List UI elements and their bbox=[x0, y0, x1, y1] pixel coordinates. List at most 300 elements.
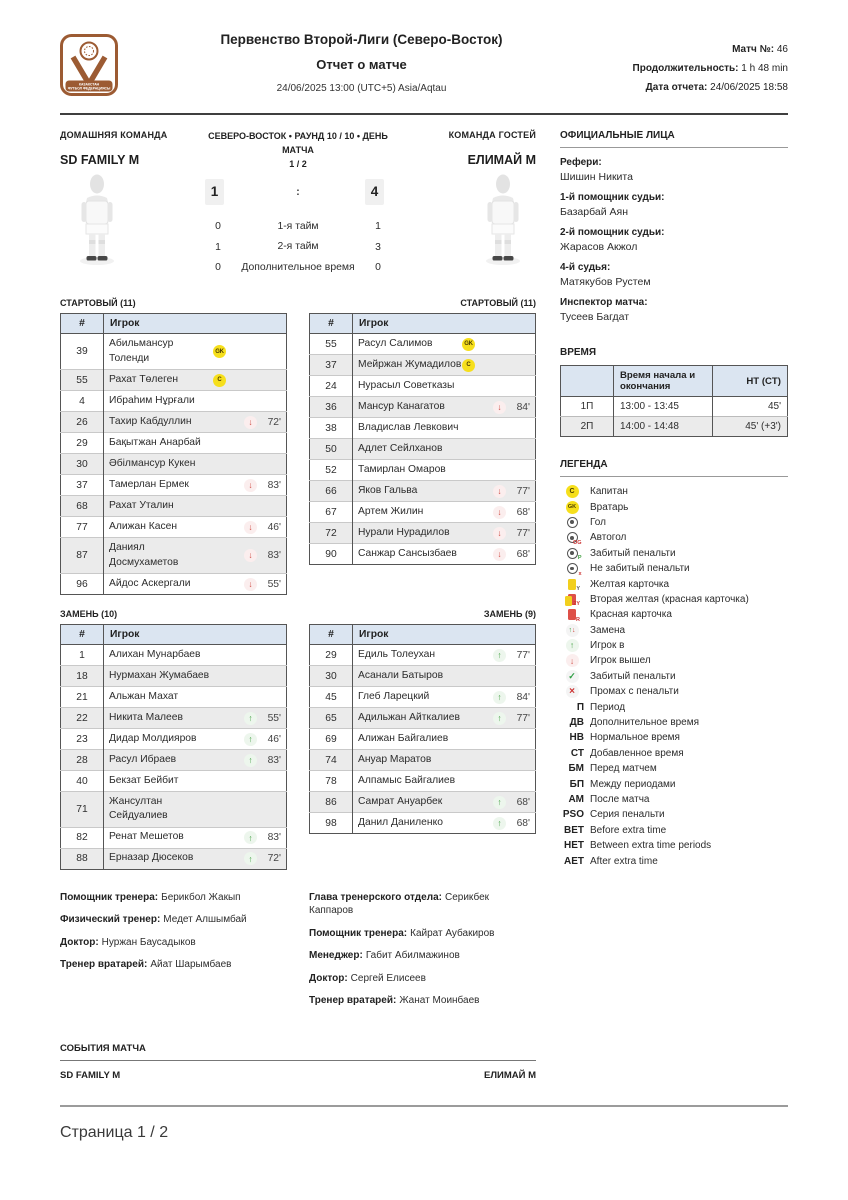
round-info: СЕВЕРО-ВОСТОК • РАУНД 10 / 10 • ДЕНЬ МАТЧА 1 / 2 bbox=[208, 131, 388, 169]
time-ht: 45' bbox=[767, 401, 781, 412]
staff-line bbox=[60, 958, 287, 972]
player-row bbox=[310, 460, 536, 481]
staff-role: Глава тренерского отдела: bbox=[309, 891, 442, 903]
player-number: 69 bbox=[310, 729, 353, 750]
legend-label: Перед матчем bbox=[590, 763, 657, 775]
home-team-label: ДОМАШНЯЯ КОМАНДА bbox=[60, 130, 168, 140]
player-number: 26 bbox=[61, 412, 104, 433]
player-name: Ануар Маратов bbox=[358, 753, 432, 765]
official-name: Базарбай Аян bbox=[560, 206, 628, 218]
legend-label: Замена bbox=[590, 624, 626, 636]
legend-item bbox=[560, 638, 788, 653]
player-name: Дидар Молдияров bbox=[109, 732, 197, 744]
legend-code: ДВ bbox=[569, 717, 584, 729]
player-number: 37 bbox=[61, 475, 104, 496]
player-name: Алихан Мунарбаев bbox=[109, 648, 201, 660]
staff-role: Доктор: bbox=[309, 972, 348, 984]
substitution-icon: ↓ bbox=[493, 485, 506, 498]
player-row bbox=[310, 771, 536, 792]
legend-code: HET bbox=[564, 840, 584, 852]
report-title: Отчет о матче bbox=[316, 57, 407, 72]
substitution-minute: 84' bbox=[516, 691, 530, 703]
legend-code: БП bbox=[569, 778, 584, 790]
official-role: 1-й помощник судьи: bbox=[560, 192, 665, 203]
player-row bbox=[310, 708, 536, 729]
player-name: Альжан Махат bbox=[109, 690, 179, 702]
player-number: 22 bbox=[61, 708, 104, 729]
home-bench-table: # Игрок 1 Алихан Мунарбаев 18 Нурмахан Жумабаев 21 Альжан Махат 22 Никита Малеев ↑ 55' 23 Дидар Молдияров ↑ 46' 28 Расул Ибраев ↑ 83' 40 Бекзат Бейбит 71 Жансултан Сейдуалиев 82 Ренат Мешетов ↑ 83' 88 Ерназар Дюсеков ↑ 72' bbox=[60, 624, 287, 870]
player-row bbox=[61, 391, 287, 412]
player-badge: GK bbox=[462, 338, 475, 351]
score-period-row bbox=[191, 220, 405, 234]
away-bench-label: ЗАМЕНЬ (9) bbox=[483, 609, 536, 620]
legend-label: Добавленное время bbox=[590, 747, 684, 759]
legend-item bbox=[560, 669, 788, 684]
score-period-row bbox=[191, 261, 405, 275]
player-row bbox=[61, 370, 287, 391]
officials-list bbox=[560, 157, 788, 323]
legend-label: Дополнительное время bbox=[590, 717, 700, 729]
player-row bbox=[61, 792, 287, 828]
official-name: Матякубов Рустем bbox=[560, 276, 651, 288]
official-role: 2-й помощник судьи: bbox=[560, 227, 665, 238]
time-range: 14:00 - 14:48 bbox=[614, 417, 713, 437]
legend-list bbox=[560, 484, 788, 869]
legend-label: Игрок вышел bbox=[590, 655, 651, 667]
player-number: 90 bbox=[310, 544, 353, 565]
substitution-icon: ↓ bbox=[244, 416, 257, 429]
period-label: 2-я тайм bbox=[277, 241, 319, 253]
substitution-minute: 77' bbox=[516, 485, 530, 497]
staff-role: Тренер вратарей: bbox=[60, 959, 148, 971]
time-period: 2П bbox=[561, 417, 614, 437]
player-number: 66 bbox=[310, 481, 353, 502]
player-name: Алижан Байгалиев bbox=[358, 732, 449, 744]
player-number: 96 bbox=[61, 574, 104, 595]
legend-label: Вратарь bbox=[590, 501, 629, 513]
legend-icon: × bbox=[560, 685, 584, 698]
player-row bbox=[61, 475, 287, 496]
time-row bbox=[561, 417, 788, 437]
player-row bbox=[310, 397, 536, 418]
legend-icon: GK bbox=[560, 501, 584, 514]
substitution-minute: 84' bbox=[516, 401, 530, 413]
substitution-icon: ↑ bbox=[493, 691, 506, 704]
home-starting-table: # Игрок 39 Абильмансур Толенди GK 55 Рахат Төлеген C 4 Ибраһим Нұрғали 26 Тахир Кабдуллин ↓ 72' 29 Бақытжан Анарбай 30 Әбілмансур Кукен 37 Тамерлан Ермек ↓ 83' 68 Рахат Уталин 77 Алижан Касен ↓ 46' 87 Даниял Досмухаметов ↓ 83' 96 Айдос Аскергали ↓ 55' bbox=[60, 313, 287, 595]
official-name: Тусеев Багдат bbox=[560, 311, 630, 323]
official-item bbox=[560, 157, 788, 183]
legend-item bbox=[560, 607, 788, 622]
player-number: 37 bbox=[310, 355, 353, 376]
staff-role: Физический тренер: bbox=[60, 914, 161, 926]
legend-item bbox=[560, 546, 788, 561]
official-role: Рефери: bbox=[560, 157, 602, 168]
official-item bbox=[560, 192, 788, 218]
substitution-icon: ↑ bbox=[244, 831, 257, 844]
legend-label: Нормальное время bbox=[590, 732, 680, 744]
substitution-minute: 77' bbox=[516, 527, 530, 539]
player-row bbox=[310, 502, 536, 523]
federation-logo-icon bbox=[60, 34, 118, 96]
player-name: Ибраһим Нұрғали bbox=[109, 394, 195, 406]
staff-role: Тренер вратарей: bbox=[309, 995, 397, 1007]
player-name: Абильмансур Толенди bbox=[109, 337, 174, 364]
legend-label: Гол bbox=[590, 516, 606, 528]
player-number: 21 bbox=[61, 687, 104, 708]
substitution-icon: ↑ bbox=[244, 733, 257, 746]
player-name: Бақытжан Анарбай bbox=[109, 436, 201, 448]
player-name: Едиль Толеухан bbox=[358, 648, 436, 660]
player-row bbox=[310, 523, 536, 544]
away-score: 4 bbox=[365, 179, 384, 205]
substitution-icon: ↓ bbox=[493, 401, 506, 414]
legend-item bbox=[560, 653, 788, 668]
home-score: 1 bbox=[205, 179, 224, 205]
footer-divider bbox=[60, 1105, 788, 1107]
time-ht: 45' (+3') bbox=[713, 417, 788, 437]
player-name: Мейржан Жумадилов bbox=[358, 358, 462, 370]
player-badge: C bbox=[213, 374, 226, 387]
substitution-icon: ↓ bbox=[244, 479, 257, 492]
staff-name: Берикбол Жакып bbox=[161, 891, 241, 903]
main-column bbox=[60, 130, 536, 1081]
player-name: Артем Жилин bbox=[358, 505, 424, 517]
official-item bbox=[560, 297, 788, 323]
player-number: 30 bbox=[310, 666, 353, 687]
substitution-icon: ↑ bbox=[244, 852, 257, 865]
player-name: Айдос Аскергали bbox=[109, 577, 191, 589]
official-item bbox=[560, 227, 788, 253]
player-number: 65 bbox=[310, 708, 353, 729]
staff-role: Доктор: bbox=[60, 936, 99, 948]
substitution-icon: ↑ bbox=[493, 796, 506, 809]
player-row bbox=[310, 687, 536, 708]
player-name: Владислав Левкович bbox=[358, 421, 459, 433]
staff-line bbox=[309, 949, 536, 963]
player-name: Алижан Касен bbox=[109, 520, 178, 532]
away-staff bbox=[309, 891, 536, 1017]
home-starting-label: СТАРТОВЫЙ (11) bbox=[60, 298, 136, 309]
player-name: Асанали Батыров bbox=[358, 669, 444, 681]
score-period-row bbox=[191, 240, 405, 254]
staff-name: Кайрат Аубакиров bbox=[410, 927, 495, 939]
legend-code: BET bbox=[564, 824, 584, 836]
page-number: Страница 1 / 2 bbox=[60, 1123, 169, 1141]
substitution-minute: 83' bbox=[267, 550, 281, 562]
away-period-score: 3 bbox=[375, 241, 381, 253]
home-team-silhouette bbox=[72, 174, 122, 266]
player-name: Нурасыл Советказы bbox=[358, 379, 455, 391]
player-row bbox=[61, 827, 287, 848]
legend-label: Не забитый пенальти bbox=[590, 563, 690, 575]
player-row bbox=[310, 334, 536, 355]
svg-text:ФУТБОЛ ФЕДЕРАЦИЯСЫ: ФУТБОЛ ФЕДЕРАЦИЯСЫ bbox=[67, 86, 111, 91]
player-row bbox=[61, 433, 287, 454]
player-row bbox=[61, 708, 287, 729]
player-row bbox=[61, 517, 287, 538]
legend-code: СТ bbox=[570, 747, 584, 759]
player-row bbox=[61, 538, 287, 574]
legend-label: Автогол bbox=[590, 532, 627, 544]
legend-label: Забитый пенальти bbox=[590, 670, 676, 682]
officials-title: ОФИЦИАЛЬНЫЕ ЛИЦА bbox=[560, 130, 788, 148]
legend-code: БМ bbox=[568, 763, 584, 775]
legend-label: Серия пенальти bbox=[590, 809, 665, 821]
match-datetime: 24/06/2025 13:00 (UTC+5) Asia/Aqtau bbox=[276, 83, 447, 94]
staff-name: Медет Алшымбай bbox=[163, 914, 247, 926]
player-name: Санжар Сансызбаев bbox=[358, 547, 457, 559]
substitution-minute: 68' bbox=[516, 817, 530, 829]
substitution-icon: ↑ bbox=[244, 712, 257, 725]
player-name: Рахат Уталин bbox=[109, 499, 174, 511]
substitution-minute: 83' bbox=[267, 832, 281, 844]
legend-code: АМ bbox=[568, 794, 584, 805]
report-header bbox=[60, 28, 788, 115]
player-number: 50 bbox=[310, 439, 353, 460]
away-bench-table: # Игрок 29 Едиль Толеухан ↑ 77' 30 Асанали Батыров 45 Глеб Ларецкий ↑ 84' 65 Адильжан Айткалиев ↑ 77' 69 Алижан Байгалиев 74 Ануар Маратов 78 Алпамыс Байгалиев 86 Самрат Ануарбек ↑ 68' 98 Данил Даниленко ↑ 68' bbox=[309, 624, 536, 834]
staff-line bbox=[309, 891, 536, 918]
time-period: 1П bbox=[561, 397, 614, 417]
player-name: Никита Малеев bbox=[109, 711, 183, 723]
player-number: 78 bbox=[310, 771, 353, 792]
match-summary bbox=[60, 130, 536, 281]
player-name: Нурали Нурадилов bbox=[358, 526, 450, 538]
staff-name: Жанат Моинбаев bbox=[399, 995, 480, 1007]
legend-label: Между периодами bbox=[590, 778, 676, 790]
legend-item bbox=[560, 699, 788, 714]
player-number: 36 bbox=[310, 397, 353, 418]
substitution-icon: ↓ bbox=[493, 527, 506, 540]
official-item bbox=[560, 262, 788, 288]
legend-icon: x bbox=[560, 563, 584, 574]
player-number: 30 bbox=[61, 454, 104, 475]
match-duration: Продолжительность: 1 h 48 min bbox=[632, 63, 788, 74]
legend-item bbox=[560, 576, 788, 591]
substitution-minute: 46' bbox=[267, 733, 281, 745]
legend-label: Период bbox=[590, 701, 626, 713]
player-number: 40 bbox=[61, 771, 104, 792]
player-row bbox=[310, 792, 536, 813]
legend-label: Before extra time bbox=[590, 824, 667, 836]
player-row bbox=[61, 750, 287, 771]
time-range: 13:00 - 13:45 bbox=[614, 397, 713, 417]
player-name: Тамерлан Ермек bbox=[109, 478, 189, 490]
staff-name: Айат Шарымбаев bbox=[150, 959, 232, 971]
player-number: 29 bbox=[61, 433, 104, 454]
player-row bbox=[61, 729, 287, 750]
legend-icon: ↓ bbox=[560, 654, 584, 667]
substitution-icon: ↓ bbox=[244, 549, 257, 562]
match-events-section bbox=[60, 1043, 536, 1081]
final-score bbox=[191, 179, 405, 205]
player-number: 72 bbox=[310, 523, 353, 544]
away-starting-label: СТАРТОВЫЙ (11) bbox=[460, 298, 536, 309]
home-period-score: 1 bbox=[215, 241, 221, 253]
substitution-icon: ↓ bbox=[493, 506, 506, 519]
report-meta bbox=[603, 44, 788, 101]
home-staff bbox=[60, 891, 287, 1017]
substitution-minute: 83' bbox=[267, 479, 281, 491]
legend-icon: ✓ bbox=[560, 670, 584, 683]
staff-section bbox=[60, 891, 536, 1017]
legend-icon: P bbox=[560, 548, 584, 559]
player-name: Нурмахан Жумабаев bbox=[109, 669, 210, 681]
home-period-score: 0 bbox=[215, 262, 221, 274]
staff-role: Помощник тренера: bbox=[60, 891, 159, 903]
player-name: Әбілмансур Кукен bbox=[109, 457, 196, 469]
player-number: 45 bbox=[310, 687, 353, 708]
official-role: 4-й судья: bbox=[560, 262, 611, 273]
legend-label: Красная карточка bbox=[590, 609, 672, 621]
events-away-team: ЕЛИМАЙ М bbox=[484, 1069, 536, 1081]
time-row bbox=[561, 397, 788, 417]
player-row bbox=[310, 418, 536, 439]
legend-item bbox=[560, 746, 788, 761]
substitution-minute: 68' bbox=[516, 796, 530, 808]
away-team-block bbox=[405, 130, 536, 281]
player-row bbox=[61, 412, 287, 433]
home-team-name: SD FAMILY M bbox=[60, 153, 140, 167]
legend-item bbox=[560, 499, 788, 514]
player-number: 38 bbox=[310, 418, 353, 439]
player-number: 68 bbox=[61, 496, 104, 517]
legend-label: Игрок в bbox=[590, 640, 625, 652]
player-name: Жансултан Сейдуалиев bbox=[109, 795, 168, 822]
away-starting-section bbox=[309, 298, 536, 595]
legend-item bbox=[560, 684, 788, 699]
legend-code: НВ bbox=[569, 732, 584, 744]
player-row bbox=[310, 355, 536, 376]
substitution-minute: 68' bbox=[516, 548, 530, 560]
legend-item bbox=[560, 623, 788, 638]
legend-item bbox=[560, 838, 788, 853]
time-table: Время начала и окончания HT (CT) 1П 13:00 - 13:45 45' 2П 14:00 - 14:48 45' (+3') bbox=[560, 365, 788, 437]
staff-role: Менеджер: bbox=[309, 950, 363, 962]
player-row bbox=[310, 666, 536, 687]
player-row bbox=[61, 574, 287, 595]
legend-label: Вторая желтая (красная карточка) bbox=[590, 593, 749, 605]
player-number: 88 bbox=[61, 848, 104, 869]
player-name: Адлет Сейлханов bbox=[358, 442, 443, 454]
player-number: 4 bbox=[61, 391, 104, 412]
player-name: Тахир Кабдуллин bbox=[109, 415, 192, 427]
period-scores bbox=[191, 220, 405, 275]
legend-item bbox=[560, 730, 788, 745]
player-row bbox=[310, 376, 536, 397]
player-name: Тамирлан Омаров bbox=[358, 463, 446, 475]
player-name: Ренат Мешетов bbox=[109, 831, 184, 843]
player-number: 87 bbox=[61, 538, 104, 574]
staff-role: Помощник тренера: bbox=[309, 927, 408, 939]
substitution-minute: 55' bbox=[267, 712, 281, 724]
legend-icon: OG bbox=[560, 532, 584, 543]
substitution-icon: ↑ bbox=[244, 754, 257, 767]
away-team-label: КОМАНДА ГОСТЕЙ bbox=[448, 130, 536, 140]
legend-icon: 2Y bbox=[560, 594, 584, 605]
staff-line bbox=[60, 913, 287, 927]
legend-icon: C bbox=[560, 485, 584, 498]
player-number: 74 bbox=[310, 750, 353, 771]
player-number: 18 bbox=[61, 666, 104, 687]
substitution-icon: ↑ bbox=[493, 817, 506, 830]
home-bench-label: ЗАМЕНЬ (10) bbox=[60, 609, 118, 620]
legend-label: After extra time bbox=[590, 855, 658, 867]
substitution-icon: ↓ bbox=[493, 548, 506, 561]
player-row bbox=[61, 645, 287, 666]
player-name: Мансур Канагатов bbox=[358, 400, 445, 412]
player-name: Расул Салимов bbox=[358, 337, 433, 349]
away-starting-table: # Игрок 55 Расул Салимов GK 37 Мейржан Жумадилов C 24 Нурасыл Советказы 36 Мансур Канагатов ↓ 84' 38 Владислав Левкович 50 Адлет Сейлханов 52 Тамирлан Омаров 66 Яков Гальва ↓ 77' 67 Артем Жилин ↓ 68' 72 Нурали Нурадилов ↓ 77' 90 Санжар Сансызбаев ↓ 68' bbox=[309, 313, 536, 565]
player-name: Яков Гальва bbox=[358, 484, 418, 496]
player-row bbox=[310, 750, 536, 771]
legend-label: Желтая карточка bbox=[590, 578, 670, 590]
home-team-block bbox=[60, 130, 191, 281]
player-number: 28 bbox=[61, 750, 104, 771]
report-date: Дата отчета: 24/06/2025 18:58 bbox=[645, 82, 788, 93]
official-role: Инспектор матча: bbox=[560, 297, 648, 308]
away-team-silhouette bbox=[478, 174, 528, 266]
legend-item bbox=[560, 853, 788, 868]
player-name: Глеб Ларецкий bbox=[358, 690, 430, 702]
player-row bbox=[310, 645, 536, 666]
legend-label: Капитан bbox=[590, 486, 628, 498]
legend-item bbox=[560, 792, 788, 807]
legend-item bbox=[560, 484, 788, 499]
player-row bbox=[310, 729, 536, 750]
player-name: Даниял Досмухаметов bbox=[109, 541, 179, 568]
player-number: 52 bbox=[310, 460, 353, 481]
player-row bbox=[310, 481, 536, 502]
time-section-title: ВРЕМЯ bbox=[560, 347, 597, 358]
player-number: 55 bbox=[61, 370, 104, 391]
away-period-score: 1 bbox=[375, 221, 381, 233]
player-row bbox=[61, 454, 287, 475]
substitution-minute: 83' bbox=[267, 754, 281, 766]
legend-item bbox=[560, 761, 788, 776]
player-row bbox=[61, 687, 287, 708]
legend-label: Промах с пенальти bbox=[590, 686, 679, 698]
legend-label: Забитый пенальти bbox=[590, 547, 676, 559]
substitution-icon: ↑ bbox=[493, 649, 506, 662]
legend-title: ЛЕГЕНДА bbox=[560, 459, 788, 477]
player-number: 55 bbox=[310, 334, 353, 355]
legend-item bbox=[560, 530, 788, 545]
score-separator: : bbox=[296, 185, 300, 198]
substitution-icon: ↓ bbox=[244, 521, 257, 534]
player-name: Адильжан Айткалиев bbox=[358, 711, 460, 723]
substitution-minute: 46' bbox=[267, 521, 281, 533]
substitution-minute: 77' bbox=[516, 712, 530, 724]
legend-icon bbox=[560, 517, 584, 528]
player-number: 23 bbox=[61, 729, 104, 750]
player-name: Расул Ибраев bbox=[109, 753, 177, 765]
player-badge: GK bbox=[213, 345, 226, 358]
match-number: Матч №: 46 bbox=[732, 44, 788, 55]
bench-lineups bbox=[60, 609, 536, 870]
staff-line bbox=[60, 936, 287, 950]
starting-lineups bbox=[60, 298, 536, 595]
player-row bbox=[61, 334, 287, 370]
period-label: Дополнительное время bbox=[241, 261, 355, 273]
substitution-minute: 68' bbox=[516, 506, 530, 518]
substitution-minute: 72' bbox=[267, 416, 281, 428]
staff-line bbox=[60, 891, 287, 905]
legend-icon: Y bbox=[560, 579, 584, 590]
player-row bbox=[310, 439, 536, 460]
player-number: 1 bbox=[61, 645, 104, 666]
substitution-icon: ↓ bbox=[244, 578, 257, 591]
staff-line bbox=[309, 927, 536, 941]
